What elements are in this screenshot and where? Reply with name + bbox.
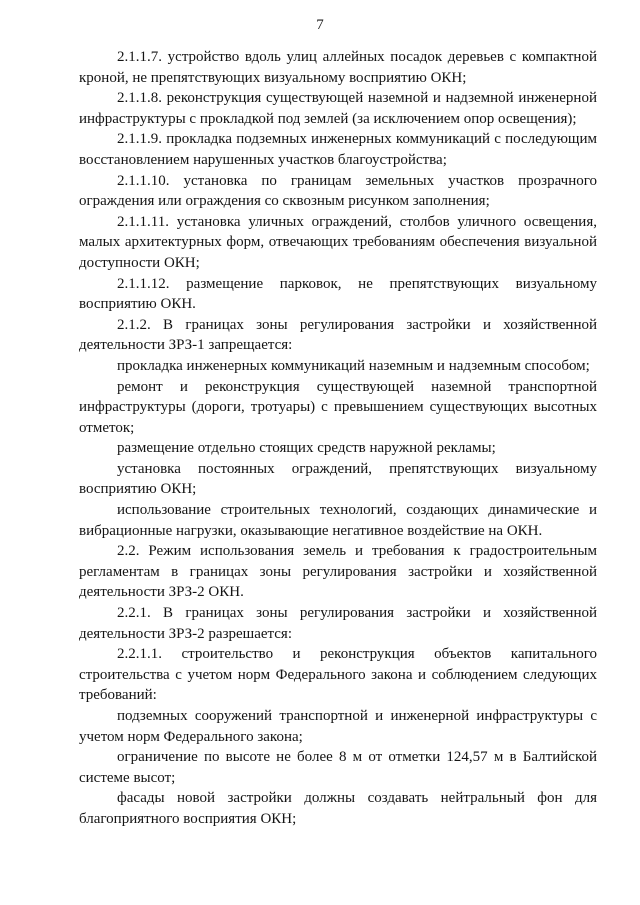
paragraph-2-1-1-11: 2.1.1.11. установка уличных ограждений, столбов уличного освещения, малых архитектурных форм, отвечающих требованиям обеспечения визуальной доступности ОКН; bbox=[79, 213, 597, 271]
paragraph-2-2-1-1: 2.2.1.1. строительство и реконструкция объектов капитального строительства с учетом норм Федерального закона и соблюдением следующих требований: bbox=[79, 646, 597, 704]
paragraph-2-1-1-12: 2.1.1.12. размещение парковок, не препятствующих визуальному восприятию ОКН. bbox=[79, 275, 597, 313]
list-item-prohibition-advertising: размещение отдельно стоящих средств наружной рекламы; bbox=[117, 440, 496, 457]
list-item-requirement-underground: подземных сооружений транспортной и инженерной инфраструктуры с учетом норм Федерального закона; bbox=[79, 708, 597, 745]
list-item-prohibition-fences: установка постоянных ограждений, препятствующих визуальному восприятию ОКН; bbox=[79, 460, 597, 498]
list-item-prohibition-utilities: прокладка инженерных коммуникаций наземным и надземным способом; bbox=[117, 357, 590, 374]
paragraph-2-1-1-10: 2.1.1.10. установка по границам земельных участков прозрачного ограждения или ограждения со сквозным рисунком заполнения; bbox=[79, 172, 597, 210]
paragraph-2-2: 2.2. Режим использования земель и требования к градостроительным регламентам в границах зоны регулирования застройки и хозяйственной деятельности ЗРЗ-2 ОКН. bbox=[79, 543, 597, 601]
page-number: 7 bbox=[316, 17, 324, 33]
list-item-prohibition-technologies: использование строительных технологий, создающих динамические и вибрационные нагрузки, оказывающие негативное воздействие на ОКН. bbox=[79, 502, 597, 539]
paragraph-2-1-1-7: 2.1.1.7. устройство вдоль улиц аллейных посадок деревьев с компактной кроной, не препятствующих визуальному восприятию ОКН; bbox=[79, 49, 597, 86]
paragraph-2-1-1-8: 2.1.1.8. реконструкция существующей наземной и надземной инженерной инфраструктуры с прокладкой под землей (за исключением опор освещения); bbox=[79, 90, 597, 127]
paragraph-2-2-1: 2.2.1. В границах зоны регулирования застройки и хозяйственной деятельности ЗРЗ-2 разрешается: bbox=[79, 605, 597, 642]
document-body bbox=[79, 47, 597, 830]
paragraph-2-1-1-9: 2.1.1.9. прокладка подземных инженерных коммуникаций с последующим восстановлением нарушенных участков благоустройства; bbox=[79, 131, 597, 168]
list-item-prohibition-road-repair: ремонт и реконструкция существующей наземной транспортной инфраструктуры (дороги, тротуары) с превышением существующих высотных отметок; bbox=[79, 378, 597, 436]
paragraph-2-1-2: 2.1.2. В границах зоны регулирования застройки и хозяйственной деятельности ЗРЗ-1 запрещается: bbox=[79, 316, 597, 354]
list-item-requirement-height: ограничение по высоте не более 8 м от отметки 124,57 м в Балтийской системе высот; bbox=[79, 749, 597, 786]
list-item-requirement-facades: фасады новой застройки должны создавать нейтральный фон для благоприятного восприятия ОКН; bbox=[79, 790, 597, 827]
